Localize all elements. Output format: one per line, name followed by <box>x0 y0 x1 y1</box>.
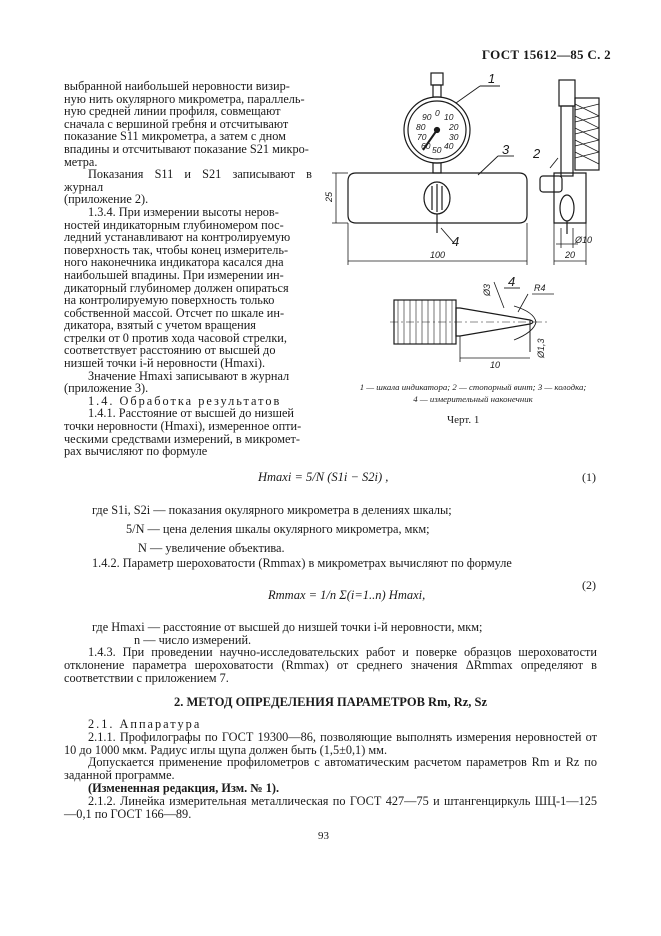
dial-number: 30 <box>449 132 459 142</box>
dial-number: 80 <box>416 122 426 132</box>
callout-4-detail: 4 <box>508 274 516 289</box>
equation-number-1: (1) <box>582 470 596 484</box>
text-line: Значение Hmaxi записывают в журнал <box>88 368 290 383</box>
locking-screw <box>540 176 562 192</box>
dim-20: 20 <box>565 250 576 260</box>
text-line: ледний устанавливают на контролируемую <box>64 230 291 245</box>
text-line: показание S11 микрометра, а затем с дном <box>64 129 286 144</box>
text-line: 1.4.1. Расстояние от высшей до низшей <box>88 406 294 421</box>
dial-number: 20 <box>449 122 459 132</box>
text-line: рах вычисляют по формуле <box>64 444 208 459</box>
text-line: (приложение 2). <box>64 192 149 207</box>
text-line: на контролируемую поверхность только <box>64 293 275 308</box>
technical-drawing <box>318 68 618 378</box>
where-line: где S1i, S2i — показания окулярного микрометра в делениях шкалы; <box>92 503 452 517</box>
where-line: n — число измерений. <box>134 633 252 647</box>
dial-cap <box>431 73 443 85</box>
dim-10: 10 <box>490 360 501 370</box>
side-cap <box>559 80 575 106</box>
dim-25: 25 <box>324 191 334 202</box>
dial-number: 70 <box>417 132 427 142</box>
paragraph-2-1-1: 2.1.1. Профилографы по ГОСТ 19300—86, позволяющие выполнять измерения неровностей от 10 до 1000 мкм. Радиус иглы щупа должен быть (1,5±0,1) мм. <box>64 729 597 757</box>
formula-1: Hmaxi = 5/N (S1i − S2i) , <box>258 470 389 484</box>
text-line: ную нить окулярного микрометра, параллель- <box>64 91 305 106</box>
paragraph-1-4-3 <box>64 646 597 684</box>
dim-100: 100 <box>430 250 446 260</box>
text-line: низшей точки i-й неровности (Hmaxi). <box>64 356 266 371</box>
dial-number: 50 <box>432 145 442 155</box>
text-line: ного наконечника индикатора касался дна <box>64 255 284 270</box>
page-header: ГОСТ 15612—85 С. 2 <box>481 47 611 62</box>
where-line: N — увеличение объектива. <box>138 541 285 555</box>
formula-2: Rmmax = 1/n Σ(i=1..n) Hmaxi, <box>268 588 426 602</box>
dial-neck <box>433 163 441 173</box>
text-line: 1.3.4. При измерении высоты неров- <box>88 204 279 219</box>
callout-2: 2 <box>533 146 541 161</box>
callout-1: 1 <box>488 71 496 86</box>
text-line: (приложение 3). <box>64 381 149 396</box>
text-line: стрелки от 0 против хода часовой стрелки, <box>64 330 287 345</box>
dial-number: 60 <box>421 141 431 151</box>
callout-4: 4 <box>452 234 460 249</box>
section-2-body <box>64 718 597 820</box>
callout-3: 3 <box>502 142 510 157</box>
text-line: сначала с вершиной гребня и отсчитывают <box>64 116 289 131</box>
text-line: поверхность так, чтобы конец измеритель- <box>64 242 289 257</box>
text-line: дикаторный глубиномер должен опираться <box>64 280 289 295</box>
text-line: ную средней линии профиля, совмещают <box>64 104 281 119</box>
dim-d10: Ø10 <box>575 235 593 245</box>
text-line: ностей индикаторным глубиномером пос- <box>64 217 284 232</box>
equation-number-2: (2) <box>582 578 596 592</box>
dial-number: 0 <box>435 108 440 118</box>
text-line: точки неровности (Hmaxi), измеренное опти- <box>64 419 302 434</box>
paragraph-2-1-2: 2.1.2. Линейка измерительная металлическая по ГОСТ 427—75 и штангенциркуль ШЦ-1—125—0,1 по ГОСТ 166—89. <box>64 793 597 821</box>
where-line: где Hmaxi — расстояние от высшей до низшей точки i-й неровности, мкм; <box>92 620 483 634</box>
paragraph-changed: (Измененная редакция, Изм. № 1). <box>88 780 280 795</box>
dim-d3: Ø3 <box>482 283 492 296</box>
text-line: дикатора, взятый с учетом вращения <box>64 318 256 333</box>
figure-caption <box>336 381 610 405</box>
text-line: наибольшей впадины. При измерении ин- <box>64 267 284 282</box>
text-line: впадины и отсчитывают показание S21 микро- <box>64 141 309 156</box>
dim-r4: R4 <box>534 283 546 293</box>
caption-line: 4 — измерительный наконечник <box>413 394 533 404</box>
text-line: 1.4. Обработка результатов <box>88 393 282 408</box>
side-stem <box>561 106 573 176</box>
dial-stem <box>433 85 441 97</box>
where-line: 5/N — цена деления шкалы окулярного микрометра, мкм; <box>126 522 430 536</box>
dial-number: 40 <box>444 141 454 151</box>
paragraph-2-1: 2.1. Аппаратура <box>88 717 202 731</box>
dial-number: 90 <box>422 112 432 122</box>
left-column-text <box>64 80 312 458</box>
section-title: 2. МЕТОД ОПРЕДЕЛЕНИЯ ПАРАМЕТРОВ Rm, Rz, Sz <box>173 695 488 709</box>
paragraph-1-4-2: 1.4.2. Параметр шероховатости (Rmmax) в микрометрах вычисляют по формуле <box>92 556 512 570</box>
text-line: метра. <box>64 154 98 169</box>
figure-label: Черт. 1 <box>447 414 480 426</box>
text-line: выбранной наибольшей неровности визир- <box>64 79 290 93</box>
dial-hub <box>435 128 440 133</box>
paragraph-text: 1.4.3. При проведении научно-исследовательских работ и поверке образцов шероховатости отклонение параметра шероховатости (Rmmax) от среднего значения ΔRmmax определяют в соответствии с приложением 7. <box>64 645 597 685</box>
page-number: 93 <box>318 830 329 842</box>
paragraph-allow: Допускается применение профилометров с автоматическим расчетом параметров Rm и Rz по заданной программе. <box>64 755 597 783</box>
text-line: собственной массой. Отсчет по шкале ин- <box>64 305 285 320</box>
text-line: Показания S11 и S21 записывают в журнал <box>64 167 312 194</box>
dial-number: 10 <box>444 112 454 122</box>
dim-d13: Ø1,3 <box>536 338 546 358</box>
caption-line: 1 — шкала индикатора; 2 — стопорный винт; 3 — колодка; <box>359 382 587 392</box>
side-block <box>554 173 586 223</box>
text-line: соответствует расстоянию от высшей до <box>64 343 276 358</box>
text-line: ческими средствами измерений, в микромет- <box>64 431 300 446</box>
